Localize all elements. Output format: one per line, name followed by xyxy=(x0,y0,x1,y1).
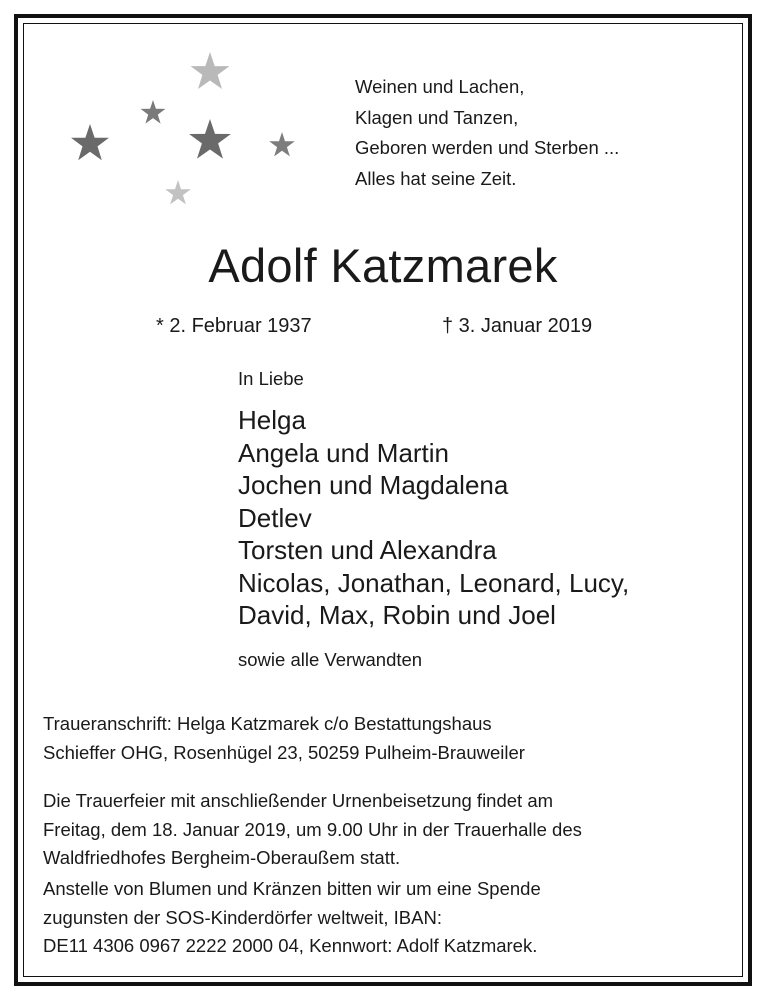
star-icon xyxy=(141,100,166,124)
mourner-name: Jochen und Magdalena xyxy=(238,470,509,500)
address-line: Traueranschrift: Helga Katzmarek c/o Bestattungshaus xyxy=(43,713,492,734)
donation-notice xyxy=(43,875,541,961)
star-icon xyxy=(165,180,191,204)
star-icon xyxy=(189,119,231,159)
mourner-name: David, Max, Robin und Joel xyxy=(238,600,556,630)
ceremony-line: Die Trauerfeier mit anschließender Urnenbeisetzung findet am xyxy=(43,790,554,811)
poem-line: Alles hat seine Zeit. xyxy=(355,167,517,189)
mourner-name: Nicolas, Jonathan, Leonard, Lucy, xyxy=(238,567,630,598)
ceremony-line: Freitag, dem 18. Januar 2019, um 9.00 Uhr in der Trauerhalle des xyxy=(43,818,582,840)
deceased-name: Adolf Katzmarek xyxy=(208,239,558,292)
relatives-line: sowie alle Verwandten xyxy=(238,649,423,670)
mourner-name: Detlev xyxy=(238,502,312,533)
star-decoration xyxy=(60,45,310,215)
donation-line: zugunsten der SOS-Kinderdörfer weltweit, IBAN: xyxy=(43,906,442,928)
birth-date: * 2. Februar 1937 xyxy=(156,315,312,337)
donation-line: DE11 4306 0967 2222 2000 04, Kennwort: Adolf Katzmarek. xyxy=(43,935,538,956)
mourner-name: Torsten und Alexandra xyxy=(238,535,497,565)
poem-line: Klagen und Tanzen, xyxy=(355,106,519,128)
mourning-address xyxy=(43,710,525,767)
poem-line: Weinen und Lachen, xyxy=(355,76,525,97)
mourners-list xyxy=(238,404,629,632)
poem-line: Geboren werden und Sterben ... xyxy=(355,137,620,158)
mourners-intro: In Liebe xyxy=(238,368,304,389)
address-line: Schieffer OHG, Rosenhügel 23, 50259 Pulheim-Brauweiler xyxy=(43,741,525,763)
poem xyxy=(355,72,619,194)
star-icon xyxy=(191,52,230,89)
star-icon xyxy=(71,124,109,160)
ceremony-notice xyxy=(43,787,582,873)
donation-line: Anstelle von Blumen und Kränzen bitten wir um eine Spende xyxy=(43,878,541,899)
star-icon xyxy=(269,132,295,156)
mourner-name: Helga xyxy=(238,405,306,435)
mourner-name: Angela und Martin xyxy=(238,437,450,468)
death-date: † 3. Januar 2019 xyxy=(442,315,593,337)
ceremony-line: Waldfriedhofes Bergheim-Oberaußem statt. xyxy=(43,847,401,868)
